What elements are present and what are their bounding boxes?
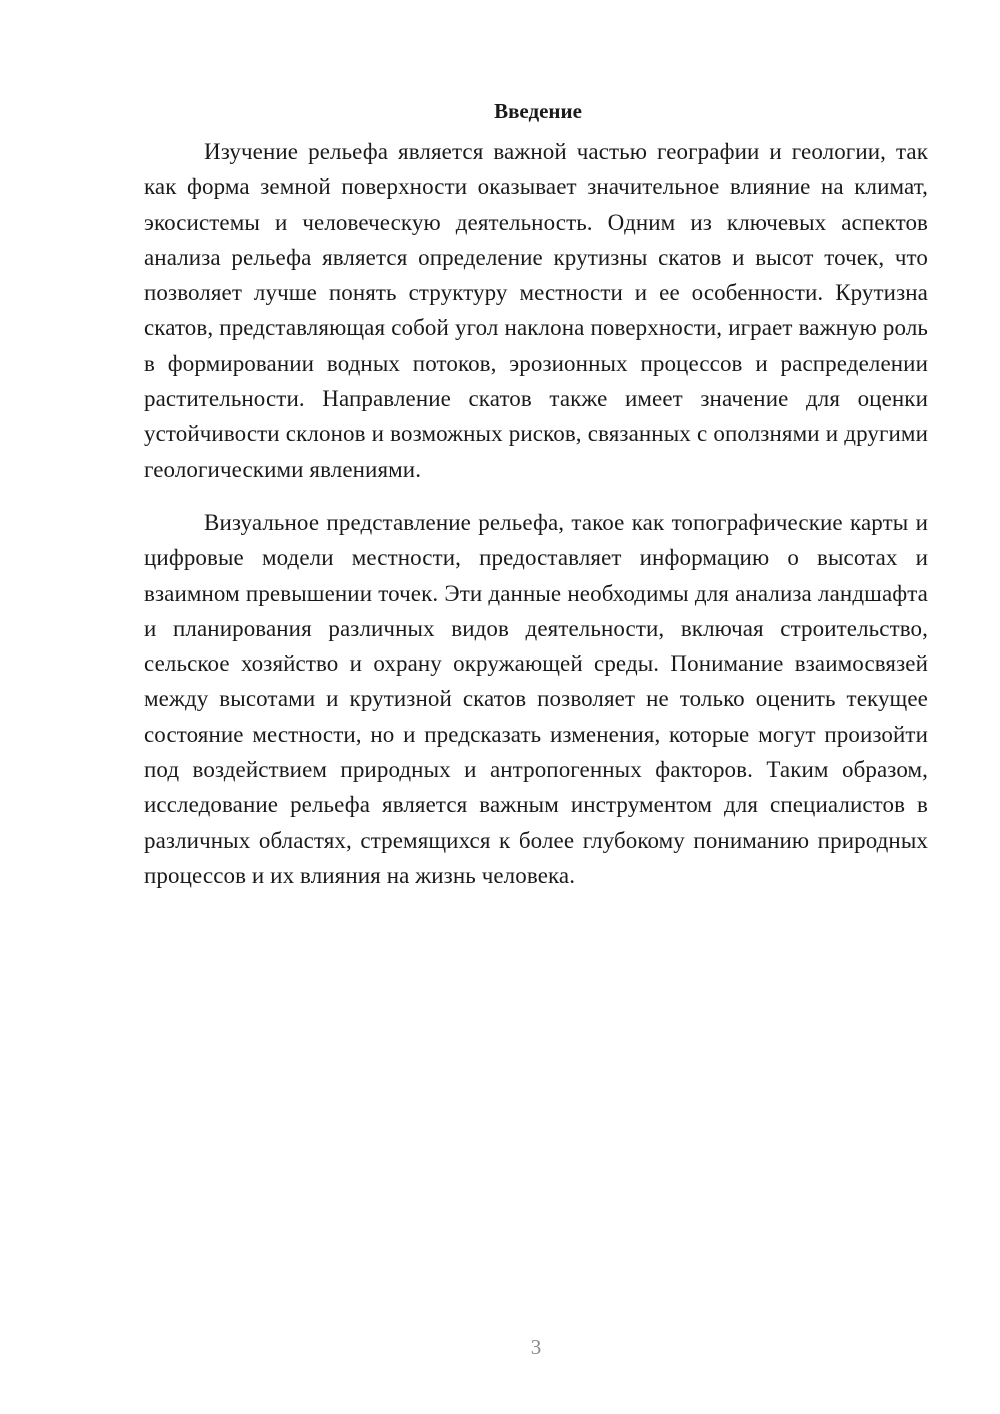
page-content — [144, 96, 928, 893]
page-number: 3 — [530, 1335, 542, 1359]
paragraph-2: Визуальное представление рельефа, такое как топографические карты и цифровые модели местности, предоставляет информацию о высотах и взаимном превышении точек. Эти данные необходимы для анализа ландшафта и планирования различных видов деятельности, включая строительство, сельское хозяйство и охрану окружающей среды. Понимание взаимосвязей между высотами и крутизной скатов позволяет не только оценить текущее состояние местности, но и предсказать изменения, которые могут произойти под воздействием природных и антропогенных факторов. Таким образом, исследование рельефа является важным инструментом для специалистов в различных областях, стремящихся к более глубокому пониманию природных процессов и их влияния на жизнь человека. — [144, 509, 928, 888]
section-heading: Введение — [494, 99, 582, 123]
paragraph-1: Изучение рельефа является важной частью географии и геологии, так как форма земной поверхности оказывает значительное влияние на климат, экосистемы и человеческую деятельность. Одним из ключевых аспектов анализа рельефа является определение крутизны скатов и высот точек, что позволяет лучше понять структуру местности и ее особенности. Крутизна скатов, представляющая собой угол наклона поверхности, играет важную роль в формировании водных потоков, эрозионных процессов и распределении растительности. Направление скатов также имеет значение для оценки устойчивости склонов и возможных рисков, связанных с оползнями и другими геологическими явлениями. — [144, 139, 928, 482]
